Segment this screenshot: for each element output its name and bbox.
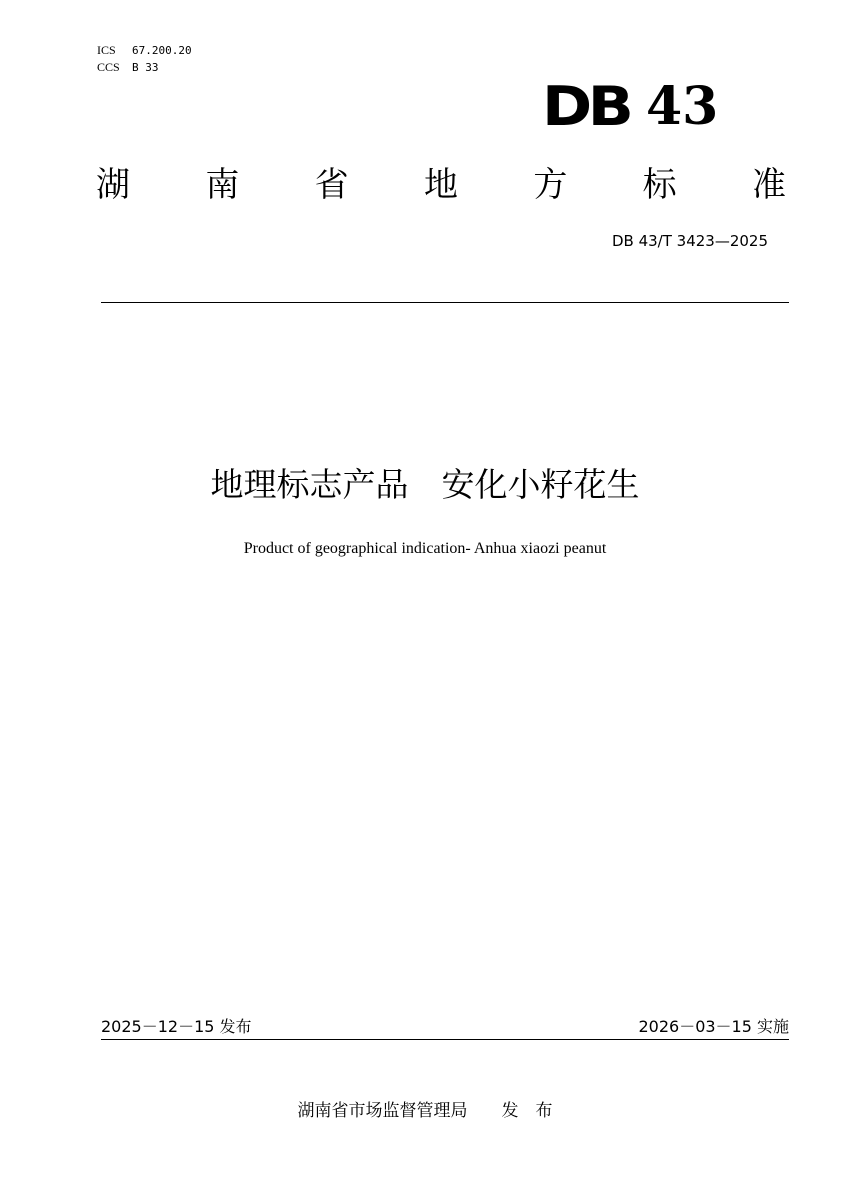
ics-row <box>97 42 192 59</box>
implementation-date: 2026－03－15 实施 <box>638 1017 789 1036</box>
category-char: 准 <box>751 165 786 205</box>
ics-label: ICS <box>97 43 116 57</box>
issue-date: 2025－12－15 发布 <box>101 1017 252 1036</box>
standard-category <box>96 160 786 210</box>
document-title-english: Product of geographical indication- Anhua xiaozi peanut <box>243 540 607 557</box>
category-char: 湖 <box>96 165 130 205</box>
ccs-label: CCS <box>97 60 120 74</box>
category-char: 地 <box>423 165 458 205</box>
footer-divider <box>101 1039 789 1040</box>
standard-number: DB 43/T 3423—2025 <box>611 232 768 250</box>
document-title-chinese: 地理标志产品 安化小籽花生 <box>210 465 640 504</box>
logo-db-mark: DB <box>542 75 630 138</box>
header-divider <box>101 302 789 303</box>
category-char: 方 <box>533 165 568 205</box>
category-char: 南 <box>205 165 240 205</box>
db43-logo <box>542 75 732 138</box>
classification-codes <box>97 42 192 76</box>
category-char: 省 <box>314 165 349 205</box>
logo-province-code: 43 <box>646 76 719 137</box>
category-char: 标 <box>642 165 677 205</box>
ics-value: 67.200.20 <box>132 44 192 57</box>
ccs-value: B 33 <box>132 61 159 74</box>
ccs-row <box>97 59 192 76</box>
publisher: 湖南省市场监督管理局 发 布 <box>297 1101 553 1121</box>
